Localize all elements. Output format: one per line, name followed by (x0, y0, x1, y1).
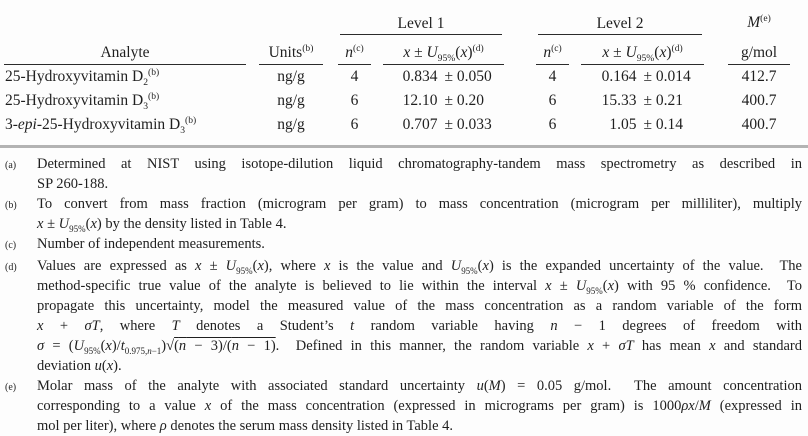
result-level1 (377, 68, 510, 86)
analyte-name: 25-Hydroxyvitamin $D_2^{(b)}$ (5, 66, 160, 89)
table-row (0, 89, 808, 113)
molar-mass-value: 412.7 (741, 68, 777, 85)
analyte-column-header: Analyte (4, 44, 246, 65)
footnote-line: To convert from mass fraction (microgram per gram) to mass concentration (microgram per milliliter), multiply (37, 196, 802, 212)
value-uncertainty-column-header-level2: $x \pm U_{95\%}(x)^{(d)}$ (581, 44, 704, 65)
footnote-line: Molar mass of the analyte with associated standard uncertainty u(M) = 0.05 g/mol. The amount concentration (37, 378, 802, 394)
level1-group-header: Level 1 (340, 15, 502, 35)
units-column-header: Units$^{(b)}$ (259, 44, 323, 65)
n-column-header-level1: $n^{(c)}$ (338, 44, 371, 65)
uncertainty: ± 0.050 (444, 68, 492, 85)
footnote-text (37, 376, 802, 436)
uncertainty: ± 0.21 (643, 92, 684, 109)
n-value-level1: 4 (350, 68, 359, 85)
n-value-level2: 4 (548, 68, 557, 85)
value: 15.33 (601, 92, 637, 109)
value: 12.10 (402, 92, 438, 109)
column-header-row (0, 35, 808, 65)
n-value-level2: 6 (548, 92, 557, 109)
footnote-text (37, 234, 802, 256)
n-column-header-level2: $n^{(c)}$ (536, 44, 569, 65)
footnote-line: propagate this uncertainty, model the measured value of the mass concentration as a random variable of the form (37, 298, 802, 314)
value: 0.707 (402, 116, 438, 133)
footnote-text (37, 194, 802, 234)
footnote-line: deviation u(x). (37, 358, 122, 374)
table-bottom-rule (0, 145, 808, 148)
footnote-line: x + σT, where T denotes a Student’s t random variable having n − 1 degrees of freedom with (37, 318, 803, 334)
footnote-line: Determined at NIST using isotope-dilution liquid chromatography-tandem mass spectrometry as described in (37, 156, 802, 172)
footnote-line: $x \pm U_{95\%}(x)$ by the density listed in Table 4. (37, 216, 287, 234)
value: 0.834 (402, 68, 438, 85)
footnote-text (37, 154, 802, 194)
column-gap (510, 65, 530, 89)
column-gap (510, 89, 530, 113)
footnote-d (0, 256, 802, 376)
n-value-level2: 6 (548, 116, 557, 133)
uncertainty: ± 0.14 (643, 116, 684, 133)
uncertainty: ± 0.033 (444, 116, 492, 133)
empty-cell (250, 6, 332, 35)
footnote-marker: (e) (5, 382, 17, 393)
group-header-row (0, 6, 808, 35)
analyte-name: 3-epi-25-Hydroxyvitamin $D_3^{(b)}$ (5, 114, 197, 137)
footnote-text (37, 256, 802, 376)
table-row (0, 113, 808, 137)
footnote-line: method-specific true value of the analyte is believed to lie within the interval $x \pm U_{95\%}(x)$ with 95 % confidence. To (37, 278, 803, 296)
footnote-b (0, 194, 802, 234)
n-value-level1: 6 (350, 116, 359, 133)
molar-mass-value: 400.7 (741, 116, 777, 133)
table-row (0, 65, 808, 89)
result-level2 (575, 92, 710, 110)
footnote-a (0, 154, 802, 194)
footnote-marker: (b) (5, 200, 17, 211)
footnote-marker: (c) (5, 240, 17, 251)
value: 1.05 (609, 116, 637, 133)
footnote-line: SP 260-188. (37, 176, 109, 192)
molar-mass-value: 400.7 (741, 92, 777, 109)
footnote-line: Values are expressed as $x \pm U_{95\%}(x)$, where x is the value and $U_{95\%}(x)$ is the expanded uncertainty of the value. The (37, 258, 802, 276)
footnote-marker: (d) (5, 262, 17, 273)
footnote-marker: (a) (5, 160, 17, 171)
result-level1 (377, 92, 510, 110)
footnote-line: corresponding to a value x of the mass concentration (expressed in micrograms per gram) is 1000ρx/M (expressed in (37, 398, 802, 414)
value-uncertainty-column-header-level1: $x \pm U_{95\%}(x)^{(d)}$ (383, 44, 504, 65)
footnote-e (0, 376, 802, 436)
level2-group-header: Level 2 (538, 15, 702, 35)
footnote-c (0, 234, 802, 256)
result-level2 (575, 116, 710, 134)
result-level1 (377, 116, 510, 134)
units-value: ng/g (277, 116, 305, 133)
result-level2 (575, 68, 710, 86)
analyte-name: 25-Hydroxyvitamin $D_3^{(b)}$ (5, 90, 160, 113)
units-value: ng/g (277, 92, 305, 109)
footnote-line: mol per liter), where ρ denotes the serum mass density listed in Table 4. (37, 418, 454, 434)
units-value: ng/g (277, 68, 305, 85)
column-gap (510, 6, 530, 35)
n-value-level1: 6 (350, 92, 359, 109)
empty-cell (0, 6, 250, 35)
analyte-results-table (0, 6, 808, 137)
uncertainty: ± 0.014 (643, 68, 691, 85)
value: 0.164 (601, 68, 637, 85)
molar-mass-header: $M^{(e)}$ (747, 12, 771, 31)
footnotes-section (0, 154, 808, 436)
uncertainty: ± 0.20 (444, 92, 485, 109)
footnote-line: $\sigma = (U_{95\%}(x)/t_{0.975,n-1})√(n - 3)/(n - 1)$. Defined in this manner, the random variable x + σT has mean x and standard (37, 338, 803, 356)
molar-mass-units-header: g/mol (728, 44, 790, 65)
footnote-line: Number of independent measurements. (37, 236, 265, 252)
column-gap (510, 35, 530, 65)
column-gap (510, 113, 530, 137)
